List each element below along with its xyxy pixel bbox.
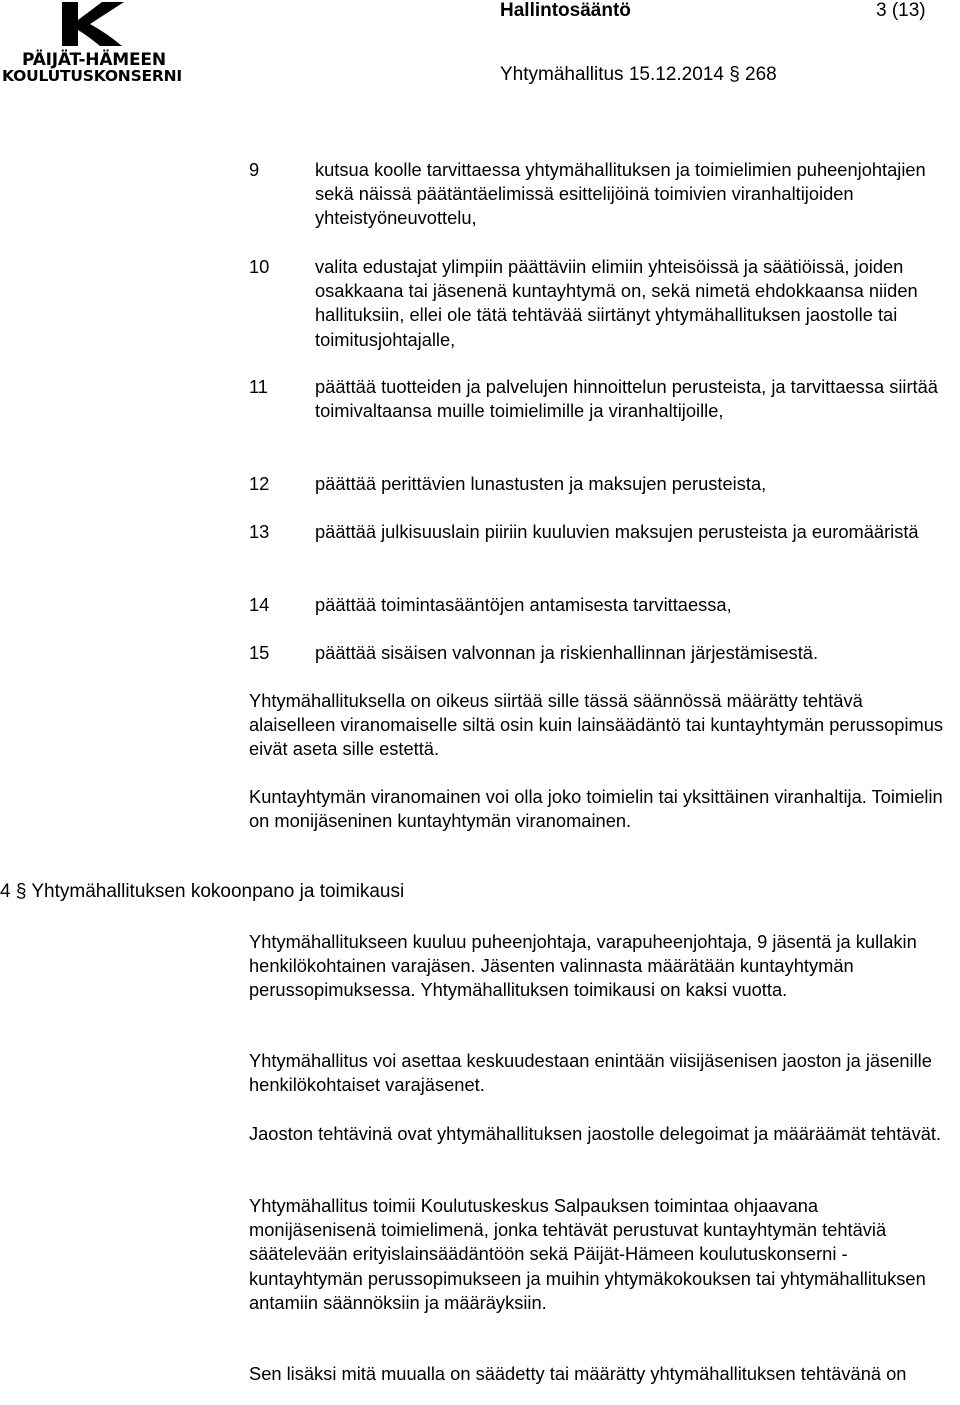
list-item-number: 9: [249, 159, 260, 180]
section-heading: 4 § Yhtymähallituksen kokoonpano ja toimikausi: [0, 881, 405, 902]
list-item-text: valita edustajat ylimpiin päättäviin elimiin yhteisöissä ja säätiöissä, joiden osakkaana tai jäsenenä kuntayhtymä on, sekä nimetä ehdokkaansa niiden hallituksiin, ellei ole tätä tehtävää siirtänyt yhtymähallituksen jaostolle tai toimitusjohtajalle,: [315, 256, 918, 350]
logo-text-line2: KOULUTUSKONSERNI: [2, 67, 182, 85]
paragraph: Jaoston tehtävinä ovat yhtymähallituksen jaostolle delegoimat ja määräämät tehtävät.: [249, 1123, 942, 1144]
list-item-text: päättää toimintasääntöjen antamisesta tarvittaessa,: [315, 594, 732, 615]
list-item-text: päättää julkisuuslain piiriin kuuluvien maksujen perusteista ja euromääristä: [315, 521, 919, 542]
list-item-number: 14: [249, 594, 270, 615]
paragraph: Yhtymähallitukseen kuuluu puheenjohtaja, varapuheenjohtaja, 9 jäsentä ja kullakin henkilökohtainen varajäsen. Jäsenten valinnasta määrätään kuntayhtymän perussopimuksessa. Yhtymähallituksen toimikausi on kaksi vuotta.: [249, 931, 917, 1001]
list-item-text: kutsua koolle tarvittaessa yhtymähallituksen ja toimielimien puheenjohtajien sekä näissä päätäntäelimissä esittelijöinä toimivien viranhaltijoiden yhteistyöneuvottelu,: [315, 159, 926, 229]
paragraph: Kuntayhtymän viranomainen voi olla joko toimielin tai yksittäinen viranhaltija. Toimielin on monijäseninen kuntayhtymän viranomainen.: [249, 786, 943, 832]
logo-text-line1: PÄIJÄT-HÄMEEN: [22, 50, 166, 70]
paragraph: Yhtymähallituksella on oikeus siirtää sille tässä säännössä määrätty tehtävä alaiselleen viranomaiselle siltä osin kuin lainsäädäntö tai kuntayhtymän perussopimus eivät aseta sille estettä.: [249, 690, 944, 760]
list-item-text: päättää sisäisen valvonnan ja riskienhallinnan järjestämisestä.: [315, 642, 819, 663]
list-item-text: päättää tuotteiden ja palvelujen hinnoittelun perusteista, ja tarvittaessa siirtää toimivaltaansa muille toimielimille ja viranhaltijoille,: [315, 376, 938, 422]
list-item-number: 15: [249, 642, 270, 663]
meeting-reference: Yhtymähallitus 15.12.2014 § 268: [500, 64, 777, 85]
list-item-number: 10: [249, 256, 270, 277]
logo-k-mark-icon: [58, 0, 128, 50]
list-item-number: 12: [249, 473, 270, 494]
paragraph: Yhtymähallitus toimii Koulutuskeskus Salpauksen toimintaa ohjaavana monijäsenisenä toimielimenä, jonka tehtävät perustuvat kuntayhtymän tehtäviä säätelevään erityislainsäädäntöön sekä Päijät-Hämeen koulutuskonserni -kuntayhtymän perussopimukseen ja muihin yhtymäkokouksen tai yhtymähallituksen antamiin säännöksiin ja määräyksiin.: [249, 1195, 926, 1313]
document-title: Hallintosääntö: [500, 0, 631, 21]
organization-logo: [0, 0, 190, 86]
page-number: 3 (13): [876, 0, 926, 21]
paragraph: Yhtymähallitus voi asettaa keskuudestaan enintään viisijäsenisen jaoston ja jäsenille henkilökohtaiset varajäsenet.: [249, 1050, 932, 1096]
paragraph: Sen lisäksi mitä muualla on säädetty tai määrätty yhtymähallituksen tehtävänä on: [249, 1363, 907, 1384]
list-item-number: 13: [249, 521, 270, 542]
list-item-number: 11: [249, 376, 268, 397]
list-item-text: päättää perittävien lunastusten ja maksujen perusteista,: [315, 473, 767, 494]
